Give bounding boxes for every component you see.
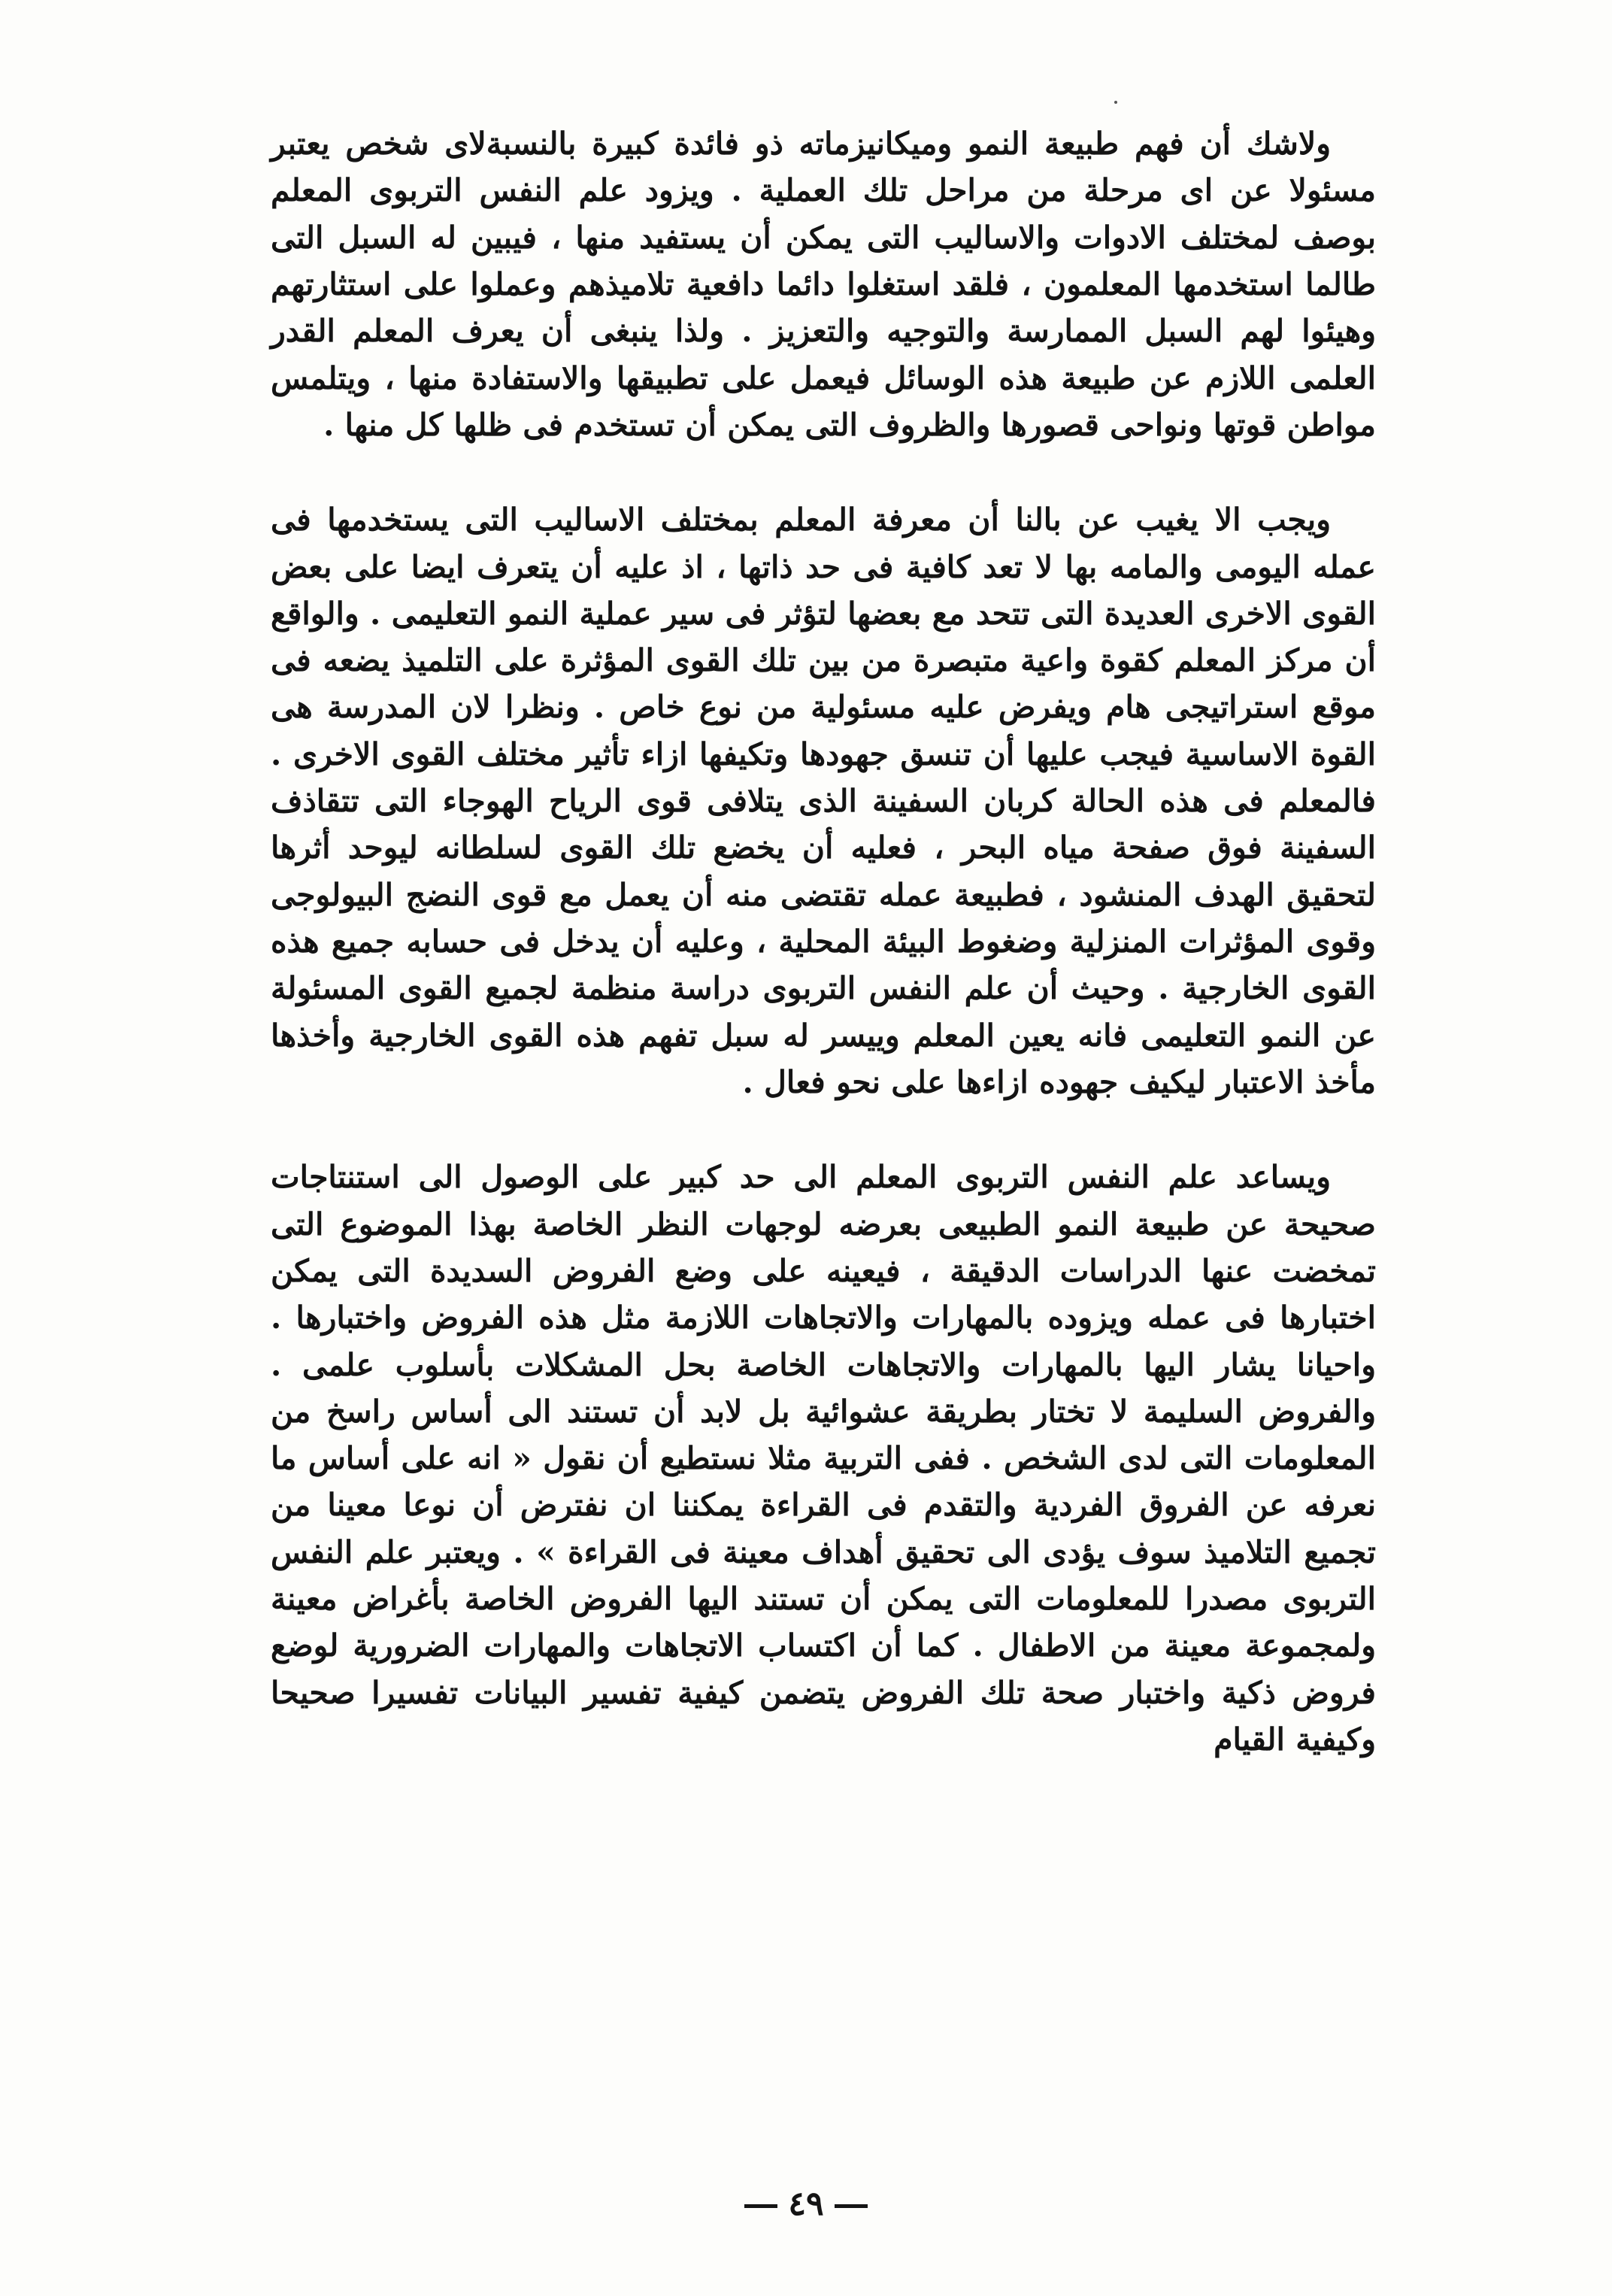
page-number-dash-left: [744, 2204, 777, 2208]
paragraph-1: ولاشك أن فهم طبيعة النمو وميكانيزماته ذو فائدة كبيرة بالنسبةلاى شخص يعتبر مسئولا عن اى مرحلة من مراحل تلك العملية . ويزود علم النفس التربوى المعلم بوصف لمختلف الادوات والاساليب التى يمكن أن يستفيد منها ، فيبين له السبل التى طالما استخدمها المعلمون ، فلقد استغلوا دائما دافعية تلاميذهم وعملوا على استثارتهم وهيئوا لهم السبل الممارسة والتوجيه والتعزيز . ولذا ينبغى أن يعرف المعلم القدر العلمى اللازم عن طبيعة هذه الوسائل فيعمل على تطبيقها والاستفادة منها ، ويتلمس مواطن قوتها ونواحى قصورها والظروف التى يمكن أن تستخدم فى ظلها كل منها .: [271, 126, 1376, 443]
page-number-dash-right: [835, 2204, 868, 2208]
page-number-footer: [0, 2185, 1612, 2223]
scan-speck: [1114, 101, 1117, 104]
body-text: [271, 120, 1376, 1763]
paragraph-2: ويجب الا يغيب عن بالنا أن معرفة المعلم بمختلف الاساليب التى يستخدمها فى عمله اليومى والمامه بها لا تعد كافية فى حد ذاتها ، اذ عليه أن يتعرف ايضا على بعض القوى الاخرى العديدة التى تتحد مع بعضها لتؤثر فى سير عملية النمو التعليمى . والواقع أن مركز المعلم كقوة واعية متبصرة من بين تلك القوى المؤثرة على التلميذ يضعه فى موقع استراتيجى هام ويفرض عليه مسئولية من نوع خاص . ونظرا لان المدرسة هى القوة الاساسية فيجب عليها أن تنسق جهودها وتكيفها ازاء تأثير مختلف القوى الاخرى . فالمعلم فى هذه الحالة كربان السفينة الذى يتلافى قوى الرياح الهوجاء التى تتقاذف السفينة فوق صفحة مياه البحر ، فعليه أن يخضع تلك القوى لسلطانه ليوحد أثرها لتحقيق الهدف المنشود ، فطبيعة عمله تقتضى منه أن يعمل مع قوى النضج البيولوجى وقوى المؤثرات المنزلية وضغوط البيئة المحلية ، وعليه أن يدخل فى حسابه جميع هذه القوى الخارجية . وحيث أن علم النفس التربوى دراسة منظمة لجميع القوى المسئولة عن النمو التعليمى فانه يعين المعلم وييسر له سبل تفهم هذه القوى الخارجية وأخذها مأخذ الاعتبار ليكيف جهوده ازاءها على نحو فعال .: [271, 502, 1376, 1100]
page-number: ٤٩: [788, 2185, 824, 2223]
paragraph-3: ويساعد علم النفس التربوى المعلم الى حد كبير على الوصول الى استنتاجات صحيحة عن طبيعة النمو الطبيعى بعرضه لوجهات النظر الخاصة بهذا الموضوع التى تمخضت عنها الدراسات الدقيقة ، فيعينه على وضع الفروض السديدة التى يمكن اختبارها فى عمله ويزوده بالمهارات والاتجاهات اللازمة مثل هذه الفروض واختبارها . واحيانا يشار اليها بالمهارات والاتجاهات الخاصة بحل المشكلات بأسلوب علمى . والفروض السليمة لا تختار بطريقة عشوائية بل لابد أن تستند الى أساس راسخ من المعلومات التى لدى الشخص . ففى التربية مثلا نستطيع أن نقول « انه على أساس ما نعرفه عن الفروق الفردية والتقدم فى القراءة يمكننا ان نفترض أن نوعا معينا من تجميع التلاميذ سوف يؤدى الى تحقيق أهداف معينة فى القراءة » . ويعتبر علم النفس التربوى مصدرا للمعلومات التى يمكن أن تستند اليها الفروض الخاصة بأغراض معينة ولمجموعة معينة من الاطفال . كما أن اكتساب الاتجاهات والمهارات الضرورية لوضع فروض ذكية واختبار صحة تلك الفروض يتضمن كيفية تفسير البيانات تفسيرا صحيحا وكيفية القيام: [271, 1159, 1376, 1758]
